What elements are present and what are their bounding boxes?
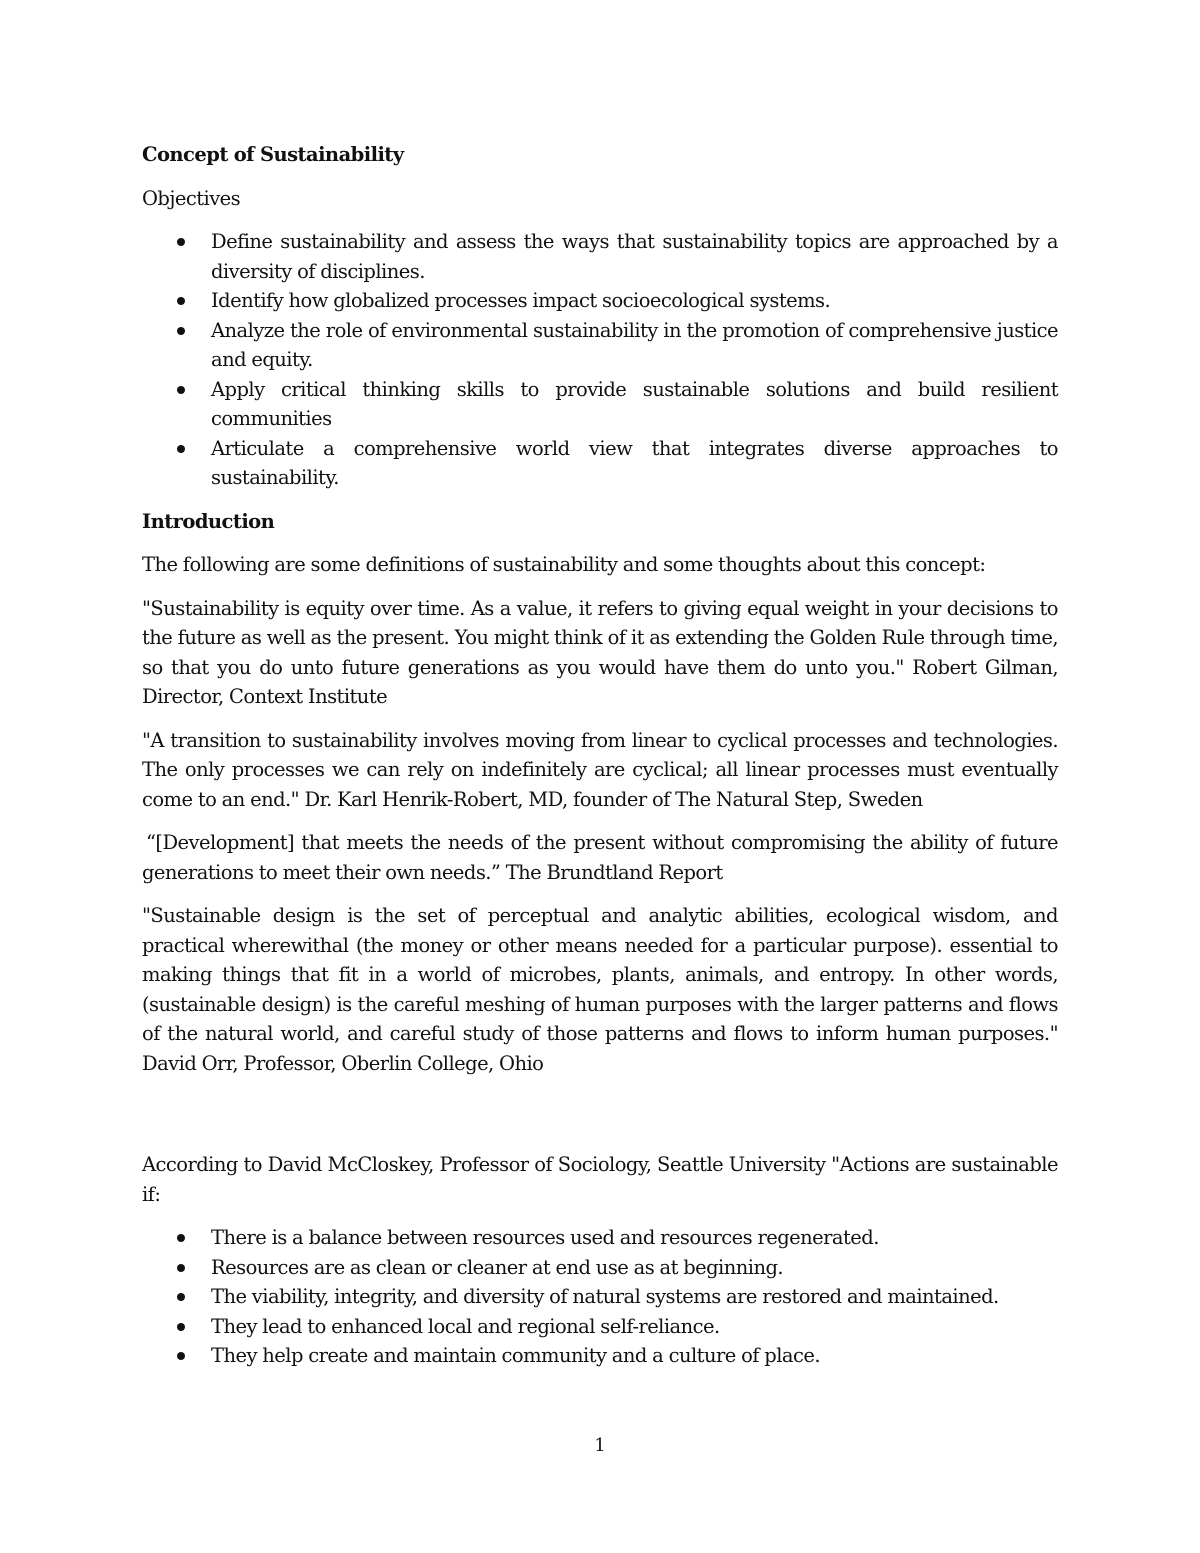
list-item-text: There is a balance between resources used and resources regenerated. [211,1226,879,1249]
list-item-text: Resources are as clean or cleaner at end use as at beginning. [211,1255,784,1279]
bullet-icon [177,297,185,305]
quote-orr: "Sustainable design is the set of perceptual and analytic abilities, ecological wisdom, and practical wherewithal (the money or other means needed for a particular purpose). essential to making things that fit in a world of microbes, plants, animals, and entropy. In other words, (sustainable design) is the careful meshing of human purposes with the larger patterns and flows of the natural world, and careful study of those patterns and flows to inform human purposes." David Orr, Professor, Oberlin College, Ohio [142,904,1058,1075]
spacer [142,1092,1058,1150]
list-item [142,375,1058,434]
quote-brundtland: “[Development] that meets the needs of the present without compromising the ability of future generations to meet their own needs.” The Brundtland Report [142,831,1058,884]
objectives-heading: Objectives [142,186,241,210]
bullet-icon [177,1293,185,1301]
list-item [142,434,1058,493]
bullet-icon [177,1352,185,1360]
list-item-text: Define sustainability and assess the ways that sustainability topics are approached by a diversity of disciplines. [211,230,1058,283]
page-number: 1 [594,1435,606,1456]
bullet-icon [177,1234,185,1242]
bullet-icon [177,1323,185,1331]
list-item-text: The viability, integrity, and diversity of natural systems are restored and maintained. [211,1285,999,1308]
introduction-heading: Introduction [142,509,275,533]
list-item-text: Identify how globalized processes impact socioecological systems. [211,289,831,312]
list-item [142,1341,1058,1371]
list-item-text: Analyze the role of environmental sustainability in the promotion of comprehensive justice and equity. [211,318,1058,371]
bullet-icon [177,327,185,335]
list-item-text: They lead to enhanced local and regional self-reliance. [211,1314,720,1338]
list-item [142,1312,1058,1342]
list-item-text: They help create and maintain community and a culture of place. [211,1344,820,1367]
list-item [142,286,1058,316]
bullet-icon [177,238,185,246]
mccloskey-lead: According to David McCloskey, Professor of Sociology, Seattle University "Actions are sustainable if: [142,1153,1058,1206]
quote-henrik-robert: "A transition to sustainability involves moving from linear to cyclical processes and technologies. The only processes we can rely on indefinitely are cyclical; all linear processes must eventually come to an end." Dr. Karl Henrik-Robert, MD, founder of The Natural Step, Sweden [142,728,1058,811]
list-item [142,1282,1058,1312]
document-title: Concept of Sustainability [142,143,404,166]
document-page [142,140,1058,1385]
sustainable-actions-list [142,1223,1058,1371]
list-item [142,1223,1058,1253]
bullet-icon [177,1264,185,1272]
list-item [142,1253,1058,1283]
quote-gilman: "Sustainability is equity over time. As a value, it refers to giving equal weight in your decisions to the future as well as the present. You might think of it as extending the Golden Rule through time, so that you do unto future generations as you would have them do unto you." Robert Gilman, Director, Context Institute [142,596,1058,708]
objectives-list [142,227,1058,493]
bullet-icon [177,445,185,453]
list-item-text: Apply critical thinking skills to provide sustainable solutions and build resilient communities [211,377,1058,430]
bullet-icon [177,386,185,394]
list-item [142,227,1058,286]
list-item-text: Articulate a comprehensive world view that integrates diverse approaches to sustainability. [211,436,1058,489]
introduction-lead: The following are some definitions of sustainability and some thoughts about this concept: [142,553,986,576]
list-item [142,316,1058,375]
